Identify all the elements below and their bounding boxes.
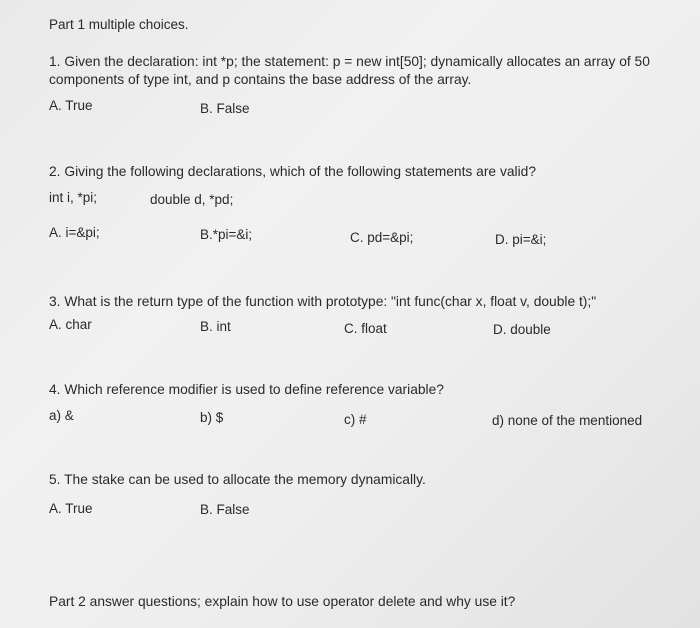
q1-text-line2: components of type int, and p contains the base address of the array. [49, 72, 472, 87]
q3-option-a: A. char [49, 317, 92, 332]
q2-option-b: B.*pi=&i; [200, 227, 253, 242]
q4-option-c: c) # [344, 412, 367, 427]
q3-option-d: D. double [493, 322, 551, 337]
q3-option-b: B. int [200, 319, 231, 334]
q2-text: 2. Giving the following declarations, which of the following statements are valid? [49, 164, 536, 179]
q4-option-a: a) & [49, 408, 74, 423]
q4-option-d: d) none of the mentioned [492, 413, 643, 428]
q1-option-b: B. False [200, 101, 250, 116]
q5-option-a: A. True [49, 501, 93, 516]
q1-text-line1: 1. Given the declaration: int *p; the statement: p = new int[50]; dynamically allocates an array of 50 [49, 54, 650, 69]
q2-option-a: A. i=&pi; [49, 225, 100, 240]
q2-declaration-int: int i, *pi; [49, 190, 98, 205]
q2-option-d: D. pi=&i; [495, 232, 547, 247]
part1-title: Part 1 multiple choices. [49, 17, 189, 32]
q2-declaration-double: double d, *pd; [150, 192, 234, 207]
q4-option-b: b) $ [200, 410, 224, 425]
part2-question: Part 2 answer questions; explain how to use operator delete and why use it? [49, 594, 516, 609]
q3-text: 3. What is the return type of the function with prototype: "int func(char x, float v, double t);" [49, 294, 597, 309]
q5-option-b: B. False [200, 502, 250, 517]
q1-option-a: A. True [49, 98, 93, 113]
q4-text: 4. Which reference modifier is used to define reference variable? [49, 382, 444, 397]
q5-text: 5. The stake can be used to allocate the memory dynamically. [49, 472, 426, 487]
q2-option-c: C. pd=&pi; [350, 230, 414, 245]
q3-option-c: C. float [344, 321, 387, 336]
